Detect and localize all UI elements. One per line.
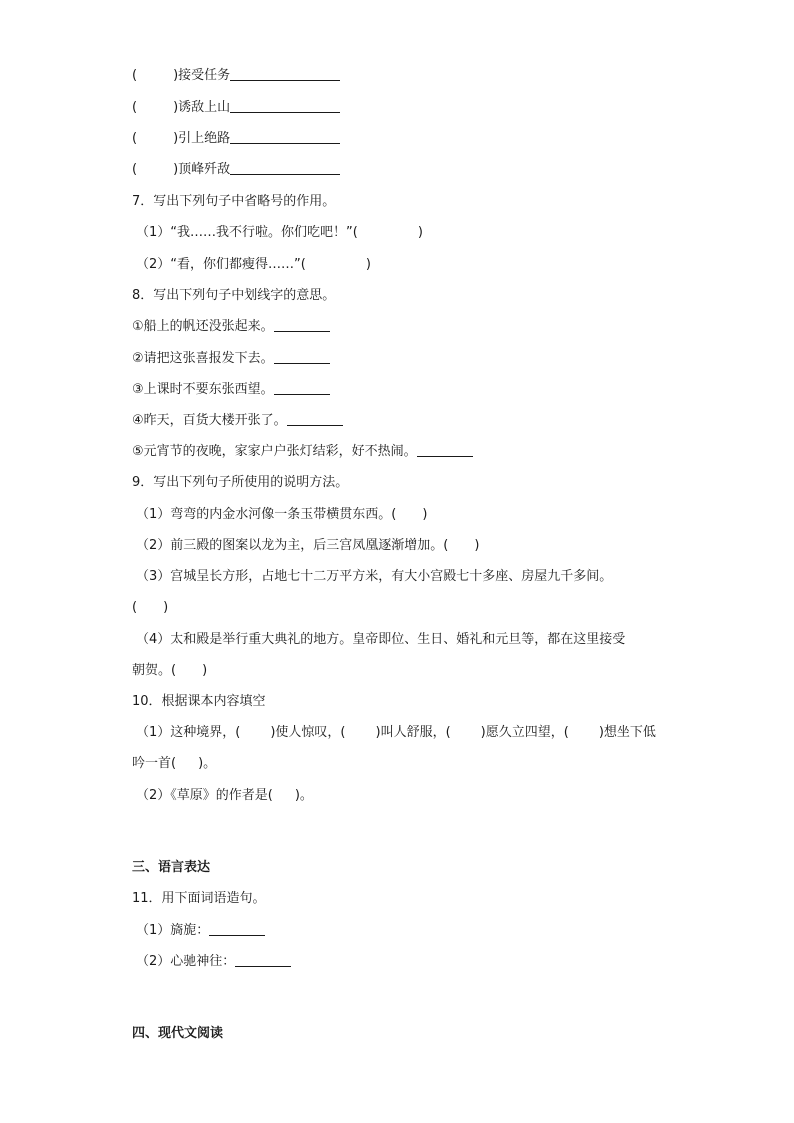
task-item-4: ( )顶峰歼敌 bbox=[132, 160, 340, 180]
answer-blank[interactable] bbox=[230, 66, 340, 81]
q8-title: 8．写出下列句子中划线字的意思。 bbox=[132, 288, 336, 303]
task-item-3: ( )引上绝路 bbox=[132, 129, 340, 149]
q7-item-1: （1）“我……我不行啦。你们吃吧！”( ) bbox=[136, 225, 423, 240]
q10-title: 10．根据课本内容填空 bbox=[132, 694, 266, 709]
q8-item-3: ③上课时不要东张西望。 bbox=[132, 380, 330, 400]
answer-blank[interactable] bbox=[230, 98, 340, 113]
q10-item-1-cont: 吟一首( )。 bbox=[132, 756, 217, 771]
q7-item-2: （2）“看，你们都瘦得……”( ) bbox=[136, 257, 371, 272]
answer-blank[interactable] bbox=[274, 317, 330, 332]
q9-item-3-answer: ( ) bbox=[132, 600, 169, 615]
q8-item-5: ⑤元宵节的夜晚，家家户户张灯结彩，好不热闹。 bbox=[132, 442, 473, 462]
answer-blank[interactable] bbox=[209, 921, 265, 936]
answer-blank[interactable] bbox=[230, 160, 340, 175]
section-3-heading: 三、语言表达 bbox=[132, 860, 211, 875]
section-4-heading: 四、现代文阅读 bbox=[132, 1026, 224, 1041]
q8-item-2: ②请把这张喜报发下去。 bbox=[132, 349, 330, 369]
q11-item-1: （1）旖旎： bbox=[136, 921, 265, 941]
task-item-2: ( )诱敌上山 bbox=[132, 98, 340, 118]
q9-item-4-cont: 朝贺。( ) bbox=[132, 663, 208, 678]
q11-item-2: （2）心驰神往： bbox=[136, 952, 291, 972]
answer-blank[interactable] bbox=[230, 129, 340, 144]
q11-title: 11．用下面词语造句。 bbox=[132, 891, 266, 906]
q9-title: 9．写出下列句子所使用的说明方法。 bbox=[132, 475, 349, 490]
answer-blank[interactable] bbox=[274, 380, 330, 395]
answer-blank[interactable] bbox=[235, 952, 291, 967]
q9-item-4: （4）太和殿是举行重大典礼的地方。皇帝即位、生日、婚礼和元旦等，都在这里接受 bbox=[136, 632, 626, 647]
q8-item-1: ①船上的帆还没张起来。 bbox=[132, 317, 330, 337]
q9-item-3: （3）宫城呈长方形，占地七十二万平方米，有大小宫殿七十多座、房屋九千多间。 bbox=[136, 569, 613, 584]
q7-title: 7．写出下列句子中省略号的作用。 bbox=[132, 194, 336, 209]
q9-item-1: （1）弯弯的内金水河像一条玉带横贯东西。( ) bbox=[136, 507, 428, 522]
task-item-1: ( )接受任务 bbox=[132, 66, 340, 86]
answer-blank[interactable] bbox=[417, 442, 473, 457]
q10-item-1: （1）这种境界，( )使人惊叹，( )叫人舒服，( )愿久立四望，( )想坐下低 bbox=[136, 725, 656, 740]
answer-blank[interactable] bbox=[287, 411, 343, 426]
q9-item-2: （2）前三殿的图案以龙为主，后三宫凤凰逐渐增加。( ) bbox=[136, 538, 480, 553]
q8-item-4: ④昨天，百货大楼开张了。 bbox=[132, 411, 343, 431]
q10-item-2: （2）《草原》的作者是( )。 bbox=[136, 788, 313, 803]
answer-blank[interactable] bbox=[274, 349, 330, 364]
